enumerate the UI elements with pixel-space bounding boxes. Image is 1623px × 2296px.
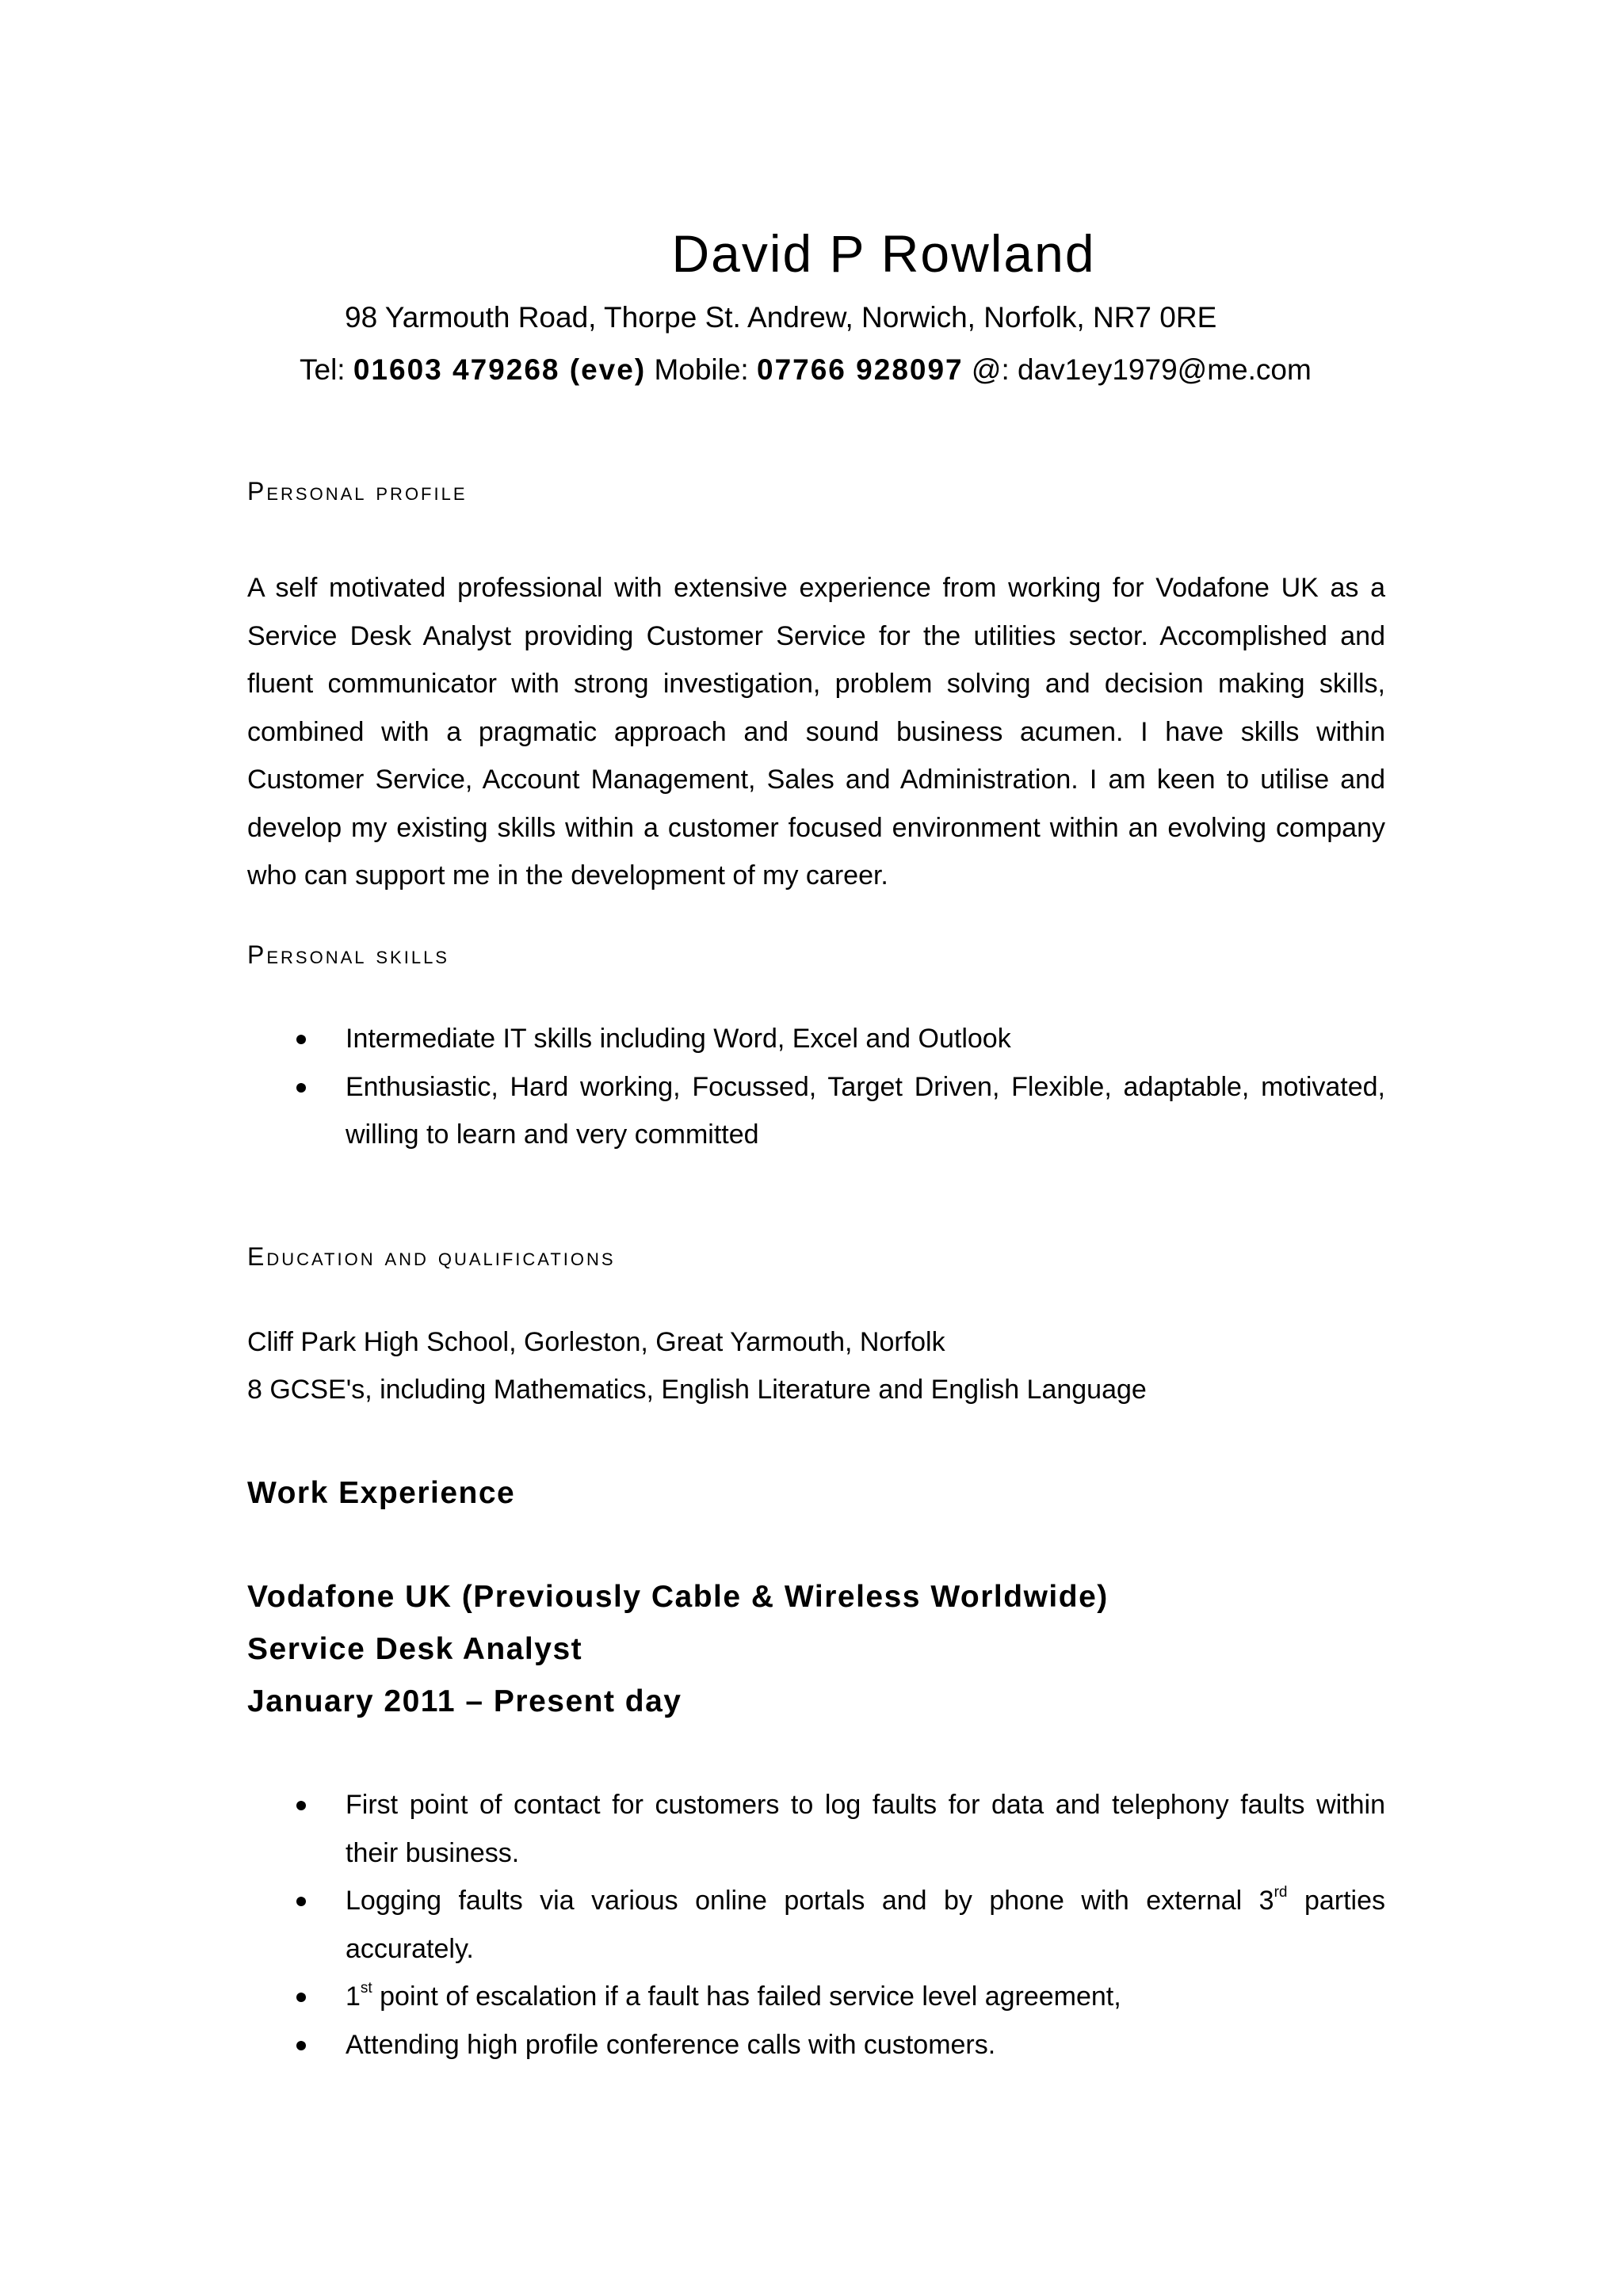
duty-text-start: 1: [346, 1981, 361, 2012]
duty-text: [346, 1981, 1121, 2012]
skill-text: Enthusiastic, Hard working, Focussed, Target Driven, Flexible, adaptable, motivated, willing to learn and very committed: [346, 1071, 1385, 1150]
duty-text-start: Logging faults via various online portals and by phone with external 3: [346, 1886, 1274, 1916]
personal-profile-text: A self motivated professional with extensive experience from working for Vodafone UK as a Service Desk Analyst providing Customer Service for the utilities sector. Accomplished and fluent communicator with strong investigation, problem solving and decision making skills, combined with a pragmatic approach and sound business acumen. I have skills within Customer Service, Account Management, Sales and Administration. I am keen to utilise and develop my existing skills within a customer focused environment within an evolving company who can support me in the development of my career.: [247, 573, 1385, 891]
tel-number: 01603 479268 (eve): [353, 353, 647, 386]
personal-profile-heading: Personal profile: [247, 477, 468, 505]
bullet-icon: [296, 1035, 306, 1044]
candidate-name: David P Rowland: [671, 224, 1096, 283]
duties-list: [247, 1781, 1385, 2069]
list-item: [247, 1877, 1385, 1973]
email-address: dav1ey1979@me.com: [1018, 353, 1312, 386]
work-experience-heading: Work Experience: [247, 1476, 516, 1510]
bullet-icon: [296, 1801, 306, 1810]
qualifications-line: 8 GCSE's, including Mathematics, English Literature and English Language: [247, 1375, 1147, 1405]
duty-text-end: parties accurately.: [346, 1886, 1385, 1964]
bullet-icon: [296, 2041, 306, 2050]
duty-text: [346, 1886, 1385, 1964]
skill-text: Intermediate IT skills including Word, Excel and Outlook: [346, 1024, 1011, 1054]
bullet-icon: [296, 1993, 306, 2002]
bullet-icon: [296, 1897, 306, 1906]
duty-text: Attending high profile conference calls with customers.: [346, 2029, 996, 2060]
education-heading: Education and qualifications: [247, 1242, 616, 1271]
company-name: Vodafone UK (Previously Cable & Wireless Worldwide): [247, 1580, 1109, 1614]
mobile-number: 07766 928097: [757, 353, 964, 386]
mobile-label: Mobile:: [654, 353, 749, 386]
bullet-icon: [296, 1083, 306, 1093]
school-line: Cliff Park High School, Gorleston, Great Yarmouth, Norfolk: [247, 1327, 945, 1357]
skills-list: [247, 1015, 1385, 1159]
list-item: [247, 1781, 1385, 1877]
job-title: Service Desk Analyst: [247, 1632, 583, 1666]
duty-text: First point of contact for customers to log faults for data and telephony faults within their business.: [346, 1790, 1385, 1868]
contact-line: [300, 352, 1312, 388]
address-line: 98 Yarmouth Road, Thorpe St. Andrew, Norwich, Norfolk, NR7 0RE: [345, 301, 1217, 334]
list-item: [247, 1015, 1385, 1063]
list-item: [247, 2021, 1385, 2069]
ordinal-suffix: rd: [1274, 1884, 1288, 1901]
personal-skills-heading: Personal skills: [247, 940, 449, 969]
tel-label: Tel:: [300, 353, 346, 386]
ordinal-suffix: st: [360, 1980, 372, 1997]
list-item: [247, 1063, 1385, 1159]
email-label: @:: [971, 353, 1010, 386]
employment-dates: January 2011 – Present day: [247, 1684, 682, 1718]
list-item: [247, 1973, 1385, 2021]
duty-text-end: point of escalation if a fault has failed service level agreement,: [372, 1981, 1121, 2012]
